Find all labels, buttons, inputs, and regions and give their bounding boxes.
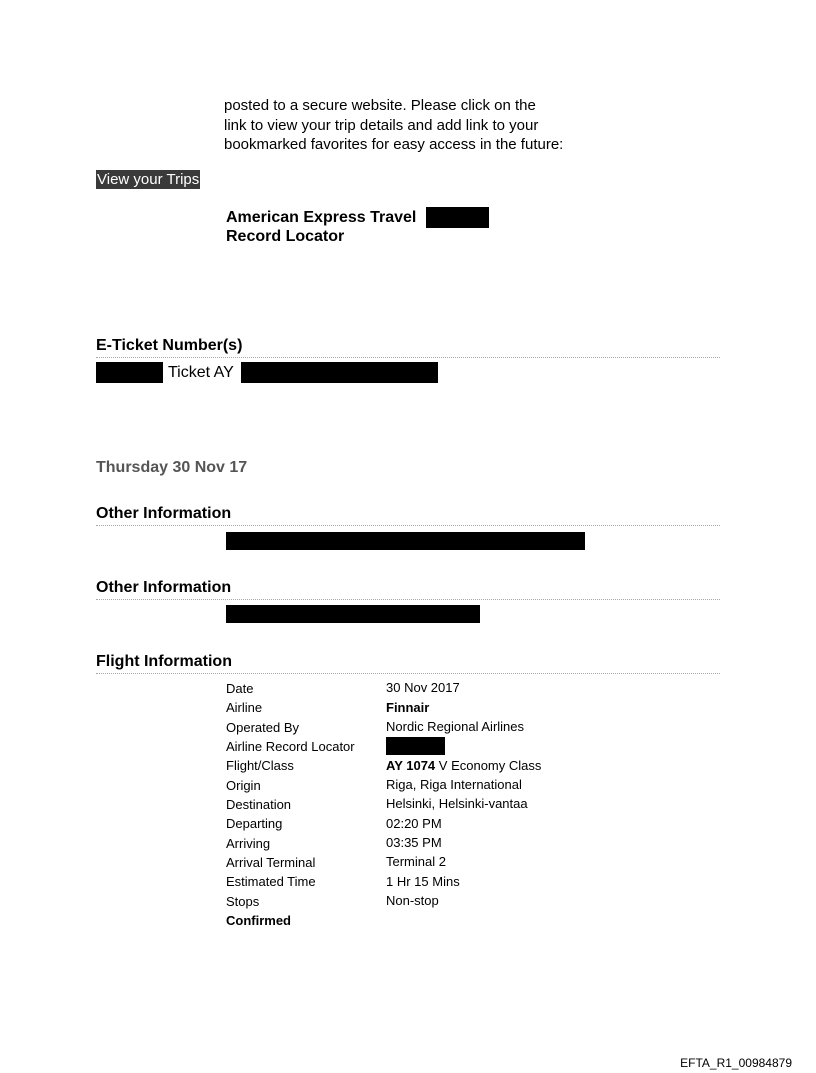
other-info-heading: Other Information (96, 504, 720, 526)
airline-label: Airline (226, 700, 263, 715)
stops-label: Stops (226, 894, 260, 909)
document-id: EFTA_R1_00984879 (680, 1056, 792, 1070)
ticket-label: Ticket AY (168, 364, 234, 381)
other-info-heading: Other Information (96, 578, 720, 600)
stops-value: Non-stop (386, 893, 439, 908)
arrival-terminal-value: Terminal 2 (386, 854, 446, 869)
amex-line-1: American Express Travel (226, 209, 417, 226)
flight-class-text: V Economy Class (435, 758, 542, 773)
destination-value: Helsinki, Helsinki-vantaa (386, 796, 528, 811)
redaction-box (241, 362, 438, 383)
amex-record-locator (226, 208, 416, 246)
amex-line-2: Record Locator (226, 228, 345, 245)
redaction-box (96, 362, 163, 383)
flight-class-label: Flight/Class (226, 758, 294, 773)
estimated-time-value: 1 Hr 15 Mins (386, 874, 460, 889)
origin-label: Origin (226, 778, 261, 793)
airline-value: Finnair (386, 700, 430, 715)
arriving-label: Arriving (226, 836, 271, 851)
flight-class-value (386, 758, 541, 774)
flight-date-label: Date (226, 681, 254, 696)
estimated-time-label: Estimated Time (226, 874, 316, 889)
redaction-box (226, 532, 585, 550)
airline-record-locator-label: Airline Record Locator (226, 739, 355, 754)
origin-value: Riga, Riga International (386, 777, 522, 792)
operated-by-value: Nordic Regional Airlines (386, 719, 525, 734)
date-heading: Thursday 30 Nov 17 (96, 459, 248, 476)
arrival-terminal-label: Arrival Terminal (226, 855, 316, 870)
redaction-box (226, 605, 480, 623)
eticket-heading: E-Ticket Number(s) (96, 336, 720, 358)
intro-line: bookmarked favorites for easy access in the future: (224, 136, 564, 153)
destination-label: Destination (226, 797, 292, 812)
flight-number: AY 1074 (386, 758, 436, 773)
booking-status: Confirmed (226, 913, 291, 928)
intro-text (224, 96, 604, 155)
flight-info-heading: Flight Information (96, 652, 720, 674)
intro-line: posted to a secure website. Please click on the (224, 97, 536, 114)
intro-line: link to view your trip details and add link to your (224, 116, 539, 134)
operated-by-label: Operated By (226, 720, 299, 735)
departing-value: 02:20 PM (386, 816, 442, 831)
flight-date-value: 30 Nov 2017 (386, 680, 460, 695)
arriving-value: 03:35 PM (386, 835, 442, 850)
view-trips-link[interactable]: View your Trips (97, 171, 200, 188)
redaction-box (386, 737, 445, 755)
departing-label: Departing (226, 816, 283, 831)
redaction-box (426, 207, 489, 228)
